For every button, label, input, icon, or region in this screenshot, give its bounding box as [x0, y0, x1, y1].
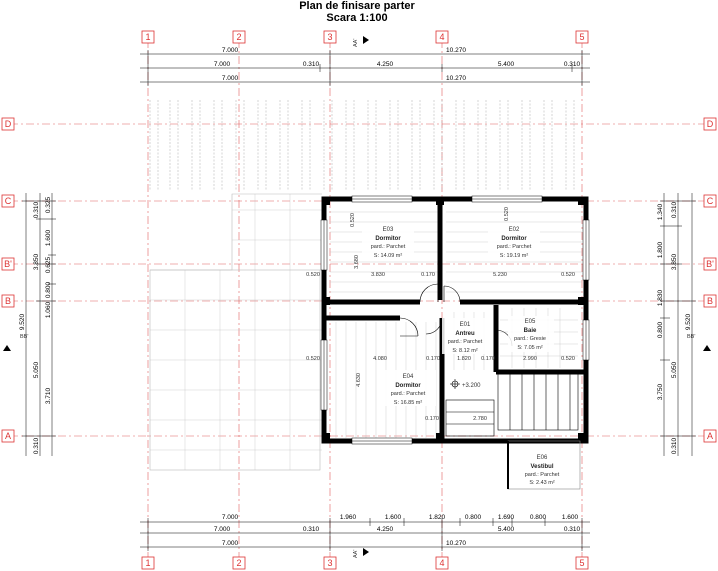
svg-text:0.170: 0.170 — [425, 416, 439, 422]
svg-text:0.170: 0.170 — [481, 356, 495, 362]
svg-text:B: B — [4, 296, 12, 306]
svg-text:E04: E04 — [402, 374, 414, 380]
svg-text:10.270: 10.270 — [446, 75, 466, 82]
horizontal-grid-lines — [10, 124, 705, 436]
svg-text:Dormitor: Dormitor — [501, 236, 527, 242]
plan-title: Plan de finisare parter — [299, 0, 415, 12]
svg-text:3.750: 3.750 — [657, 383, 664, 401]
svg-text:1.340: 1.340 — [657, 203, 664, 221]
svg-text:5.050: 5.050 — [671, 361, 678, 379]
svg-text:0.520: 0.520 — [504, 207, 510, 221]
svg-text:0.520: 0.520 — [306, 356, 320, 362]
svg-text:D: D — [4, 119, 12, 129]
room-label-e03 — [362, 224, 414, 260]
svg-text:E05: E05 — [524, 319, 536, 325]
svg-text:0.800: 0.800 — [464, 514, 482, 521]
svg-text:pard.: Parchet: pard.: Parchet — [390, 391, 426, 397]
roof-beams — [150, 100, 574, 190]
svg-text:5.400: 5.400 — [497, 61, 515, 68]
svg-text:E01: E01 — [459, 322, 471, 328]
svg-text:1.600: 1.600 — [384, 514, 402, 521]
svg-text:pard.: Parchet: pard.: Parchet — [370, 244, 406, 250]
svg-text:1.800: 1.800 — [657, 241, 664, 259]
svg-text:1.960: 1.960 — [339, 514, 357, 521]
plan-scale: Scara 1:100 — [326, 12, 388, 24]
svg-text:5.230: 5.230 — [493, 272, 507, 278]
svg-text:0.800: 0.800 — [657, 321, 664, 339]
svg-text:0.520: 0.520 — [350, 213, 356, 227]
svg-text:0.310: 0.310 — [33, 437, 40, 455]
svg-text:5: 5 — [579, 32, 585, 42]
svg-text:3: 3 — [327, 32, 333, 42]
svg-text:Vestibul: Vestibul — [530, 464, 554, 470]
svg-text:E02: E02 — [508, 227, 520, 233]
svg-text:E03: E03 — [382, 227, 394, 233]
svg-text:5.400: 5.400 — [497, 526, 515, 533]
svg-text:3.850: 3.850 — [33, 253, 40, 271]
svg-text:B: B — [706, 296, 714, 306]
svg-text:7.000: 7.000 — [213, 526, 231, 533]
svg-text:2.780: 2.780 — [473, 416, 487, 422]
svg-text:2: 2 — [236, 558, 242, 568]
svg-text:C: C — [4, 196, 12, 206]
svg-text:0.310: 0.310 — [671, 201, 678, 219]
room-label-e01 — [442, 318, 488, 354]
svg-text:B': B' — [4, 259, 12, 269]
svg-text:7.000: 7.000 — [221, 514, 239, 521]
section-marks — [3, 36, 714, 558]
svg-text:1.600: 1.600 — [45, 229, 52, 247]
svg-text:1.060: 1.060 — [45, 301, 52, 319]
svg-text:1.830: 1.830 — [657, 289, 664, 307]
room-label-e04 — [380, 370, 436, 406]
svg-text:pard.: Parchet: pard.: Parchet — [496, 244, 532, 250]
svg-text:Dormitor: Dormitor — [375, 236, 401, 242]
svg-text:1.600: 1.600 — [561, 514, 579, 521]
svg-text:4.250: 4.250 — [376, 61, 394, 68]
svg-text:9.520: 9.520 — [19, 313, 26, 331]
terrace-paving — [150, 194, 322, 470]
svg-text:1.690: 1.690 — [497, 514, 515, 521]
svg-text:0.325: 0.325 — [45, 196, 52, 214]
axis-markers-left — [2, 118, 14, 442]
svg-text:pard.: Parchet: pard.: Parchet — [447, 339, 483, 345]
svg-text:S: 19.19 m²: S: 19.19 m² — [499, 253, 529, 259]
svg-text:D: D — [706, 119, 714, 129]
svg-text:A: A — [4, 431, 12, 441]
svg-text:2.990: 2.990 — [523, 356, 537, 362]
room-label-e05 — [508, 316, 554, 352]
svg-text:S: 8.12 m²: S: 8.12 m² — [452, 348, 478, 354]
svg-text:1.820: 1.820 — [428, 514, 446, 521]
svg-text:S: 16.85 m²: S: 16.85 m² — [393, 400, 423, 406]
svg-text:0.520: 0.520 — [561, 356, 575, 362]
svg-text:10.270: 10.270 — [446, 47, 466, 54]
svg-text:5: 5 — [579, 558, 585, 568]
svg-text:1: 1 — [145, 558, 151, 568]
svg-text:0.625: 0.625 — [45, 256, 52, 274]
svg-text:B': B' — [706, 259, 714, 269]
svg-text:AA': AA' — [353, 549, 359, 558]
svg-text:Baie: Baie — [523, 328, 537, 334]
level-marker — [450, 379, 481, 389]
svg-text:3.680: 3.680 — [354, 255, 360, 269]
svg-text:BB': BB' — [687, 334, 696, 340]
svg-text:C: C — [706, 196, 714, 206]
svg-text:5.050: 5.050 — [33, 361, 40, 379]
svg-text:Antreu: Antreu — [455, 331, 475, 337]
svg-text:4: 4 — [439, 32, 445, 42]
svg-text:AA': AA' — [353, 38, 359, 47]
axis-markers-right — [704, 118, 716, 442]
dimension-chain-right — [657, 193, 696, 456]
svg-text:3.850: 3.850 — [671, 253, 678, 271]
svg-text:9.520: 9.520 — [685, 313, 692, 331]
svg-text:0.170: 0.170 — [426, 356, 440, 362]
svg-text:4.080: 4.080 — [373, 356, 387, 362]
svg-text:1.820: 1.820 — [457, 356, 471, 362]
svg-text:0.170: 0.170 — [421, 272, 435, 278]
svg-text:7.000: 7.000 — [213, 61, 231, 68]
svg-text:pard.: Gresie: pard.: Gresie — [514, 336, 546, 342]
svg-text:7.000: 7.000 — [221, 540, 239, 547]
svg-text:4: 4 — [439, 558, 445, 568]
svg-text:BB': BB' — [20, 334, 29, 340]
svg-text:10.270: 10.270 — [446, 540, 466, 547]
svg-text:0.310: 0.310 — [563, 61, 581, 68]
svg-text:0.310: 0.310 — [671, 437, 678, 455]
svg-text:0.310: 0.310 — [302, 61, 320, 68]
svg-text:S: 14.09 m²: S: 14.09 m² — [373, 253, 403, 259]
svg-text:Dormitor: Dormitor — [395, 383, 421, 389]
svg-text:0.520: 0.520 — [561, 272, 575, 278]
dimension-chain-bottom — [140, 514, 590, 551]
svg-text:0.310: 0.310 — [563, 526, 581, 533]
svg-text:0.520: 0.520 — [306, 272, 320, 278]
svg-text:A: A — [706, 431, 714, 441]
svg-text:S: 2.43 m²: S: 2.43 m² — [529, 480, 555, 486]
svg-text:3.710: 3.710 — [45, 387, 52, 405]
svg-text:4.630: 4.630 — [356, 373, 362, 387]
svg-text:pard.: Parchet: pard.: Parchet — [524, 472, 560, 478]
svg-text:0.310: 0.310 — [33, 201, 40, 219]
svg-text:7.000: 7.000 — [221, 75, 239, 82]
room-label-e02 — [488, 224, 540, 260]
svg-text:1: 1 — [145, 32, 151, 42]
room-label-e06 — [518, 452, 566, 486]
svg-text:E06: E06 — [536, 455, 548, 461]
dimension-chain-left — [19, 193, 56, 456]
svg-text:0.800: 0.800 — [529, 514, 547, 521]
svg-text:3.830: 3.830 — [371, 272, 385, 278]
svg-text:0.310: 0.310 — [302, 526, 320, 533]
axis-markers-bottom — [142, 557, 588, 569]
svg-text:0.800: 0.800 — [45, 281, 52, 299]
svg-text:7.000: 7.000 — [221, 47, 239, 54]
svg-text:4.250: 4.250 — [376, 526, 394, 533]
svg-text:+3.200: +3.200 — [462, 383, 481, 389]
dimension-chain-top — [140, 47, 590, 86]
svg-text:2: 2 — [236, 32, 242, 42]
svg-text:3: 3 — [327, 558, 333, 568]
svg-text:S: 7.05 m²: S: 7.05 m² — [517, 345, 543, 351]
